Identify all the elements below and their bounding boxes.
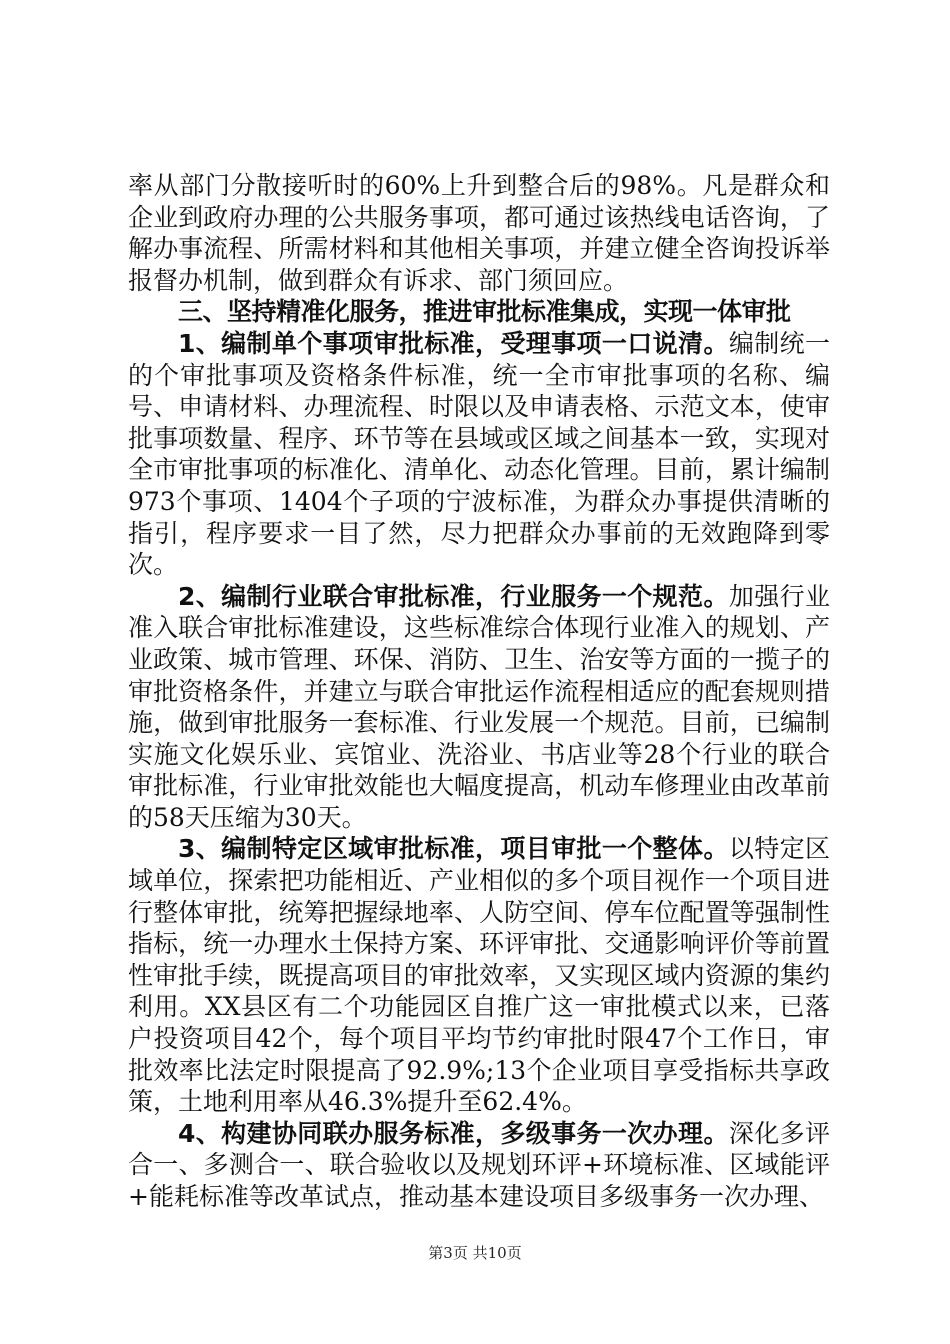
paragraph-4: [128, 1118, 830, 1213]
page-number: 第3页 共10页: [428, 1244, 522, 1262]
section-heading-text: 三、坚持精准化服务，推进审批标准集成，实现一体审批: [178, 297, 791, 327]
paragraph-continued: 率从部门分散接听时的60%上升到整合后的98%。凡是群众和企业到政府办理的公共服务事项，都可通过该热线电话咨询，了解办事流程、所需材料和其他相关事项，并建立健全咨询投诉举报督办机制，做到群众有诉求、部门须回应。: [128, 171, 830, 295]
paragraph-3: [128, 833, 830, 1117]
paragraph-1-lead: 1、编制单个事项审批标准，受理事项一口说清。: [178, 328, 729, 358]
page-footer: [0, 1242, 950, 1263]
paragraph-2-lead: 2、编制行业联合审批标准，行业服务一个规范。: [178, 581, 729, 611]
paragraph-3-lead: 3、编制特定区域审批标准，项目审批一个整体。: [178, 834, 729, 864]
paragraph-3-body: 以特定区域单位，探索把功能相近、产业相似的多个项目视作一个项目进行整体审批，统筹把握绿地率、人防空间、停车位配置等强制性指标，统一办理水土保持方案、环评审批、交通影响评价等前置性审批手续，既提高项目的审批效率，又实现区域内资源的集约利用。XX县区有二个功能园区自推广这一审批模式以来，已落户投资项目42个，每个项目平均节约审批时限47个工作日，审批效率比法定时限提高了92.9%;13个企业项目享受指标共享政策，土地利用率从46.3%提升至62.4%。: [128, 834, 830, 1117]
section-heading: [128, 296, 830, 328]
paragraph-4-lead: 4、构建协同联办服务标准，多级事务一次办理。: [178, 1118, 729, 1148]
paragraph-1-body: 编制统一的个审批事项及资格条件标准，统一全市审批事项的名称、编号、申请材料、办理流程、时限以及申请表格、示范文本，使审批事项数量、程序、环节等在县域或区域之间基本一致，实现对全市审批事项的标准化、清单化、动态化管理。目前，累计编制973个事项、1404个子项的宁波标准，为群众办事提供清晰的指引，程序要求一目了然，尽力把群众办事前的无效跑降到零次。: [128, 328, 830, 580]
paragraph-2-body: 加强行业准入联合审批标准建设，这些标准综合体现行业准入的规划、产业政策、城市管理、环保、消防、卫生、治安等方面的一揽子的审批资格条件，并建立与联合审批运作流程相适应的配套规则措施，做到审批服务一套标准、行业发展一个规范。目前，已编制实施文化娱乐业、宾馆业、洗浴业、书店业等28个行业的联合审批标准，行业审批效能也大幅度提高，机动车修理业由改革前的58天压缩为30天。: [128, 581, 830, 832]
paragraph-4-body: 深化多评合一、多测合一、联合验收以及规划环评+环境标准、区域能评+能耗标准等改革试点，推动基本建设项目多级事务一次办理、: [128, 1118, 830, 1211]
paragraph-1: [128, 328, 830, 581]
paragraph-2: [128, 581, 830, 834]
document-body: [128, 170, 830, 1213]
